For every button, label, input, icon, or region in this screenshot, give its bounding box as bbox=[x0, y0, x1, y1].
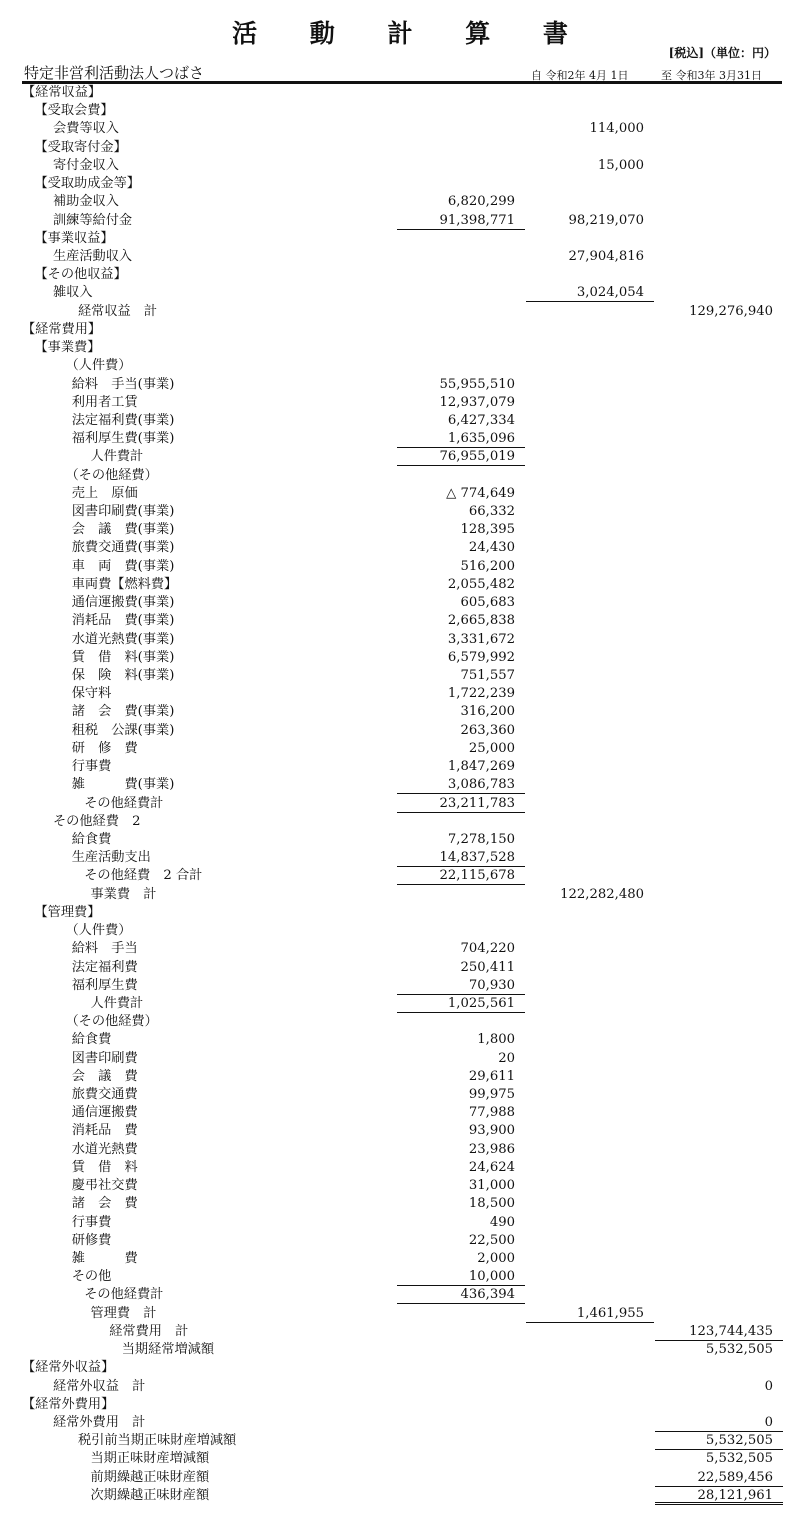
row-label: その他経費計 bbox=[84, 1287, 164, 1303]
statement-row bbox=[0, 1414, 800, 1432]
row-label: 税引前当期正味財産増減額 bbox=[78, 1433, 237, 1449]
statement-row bbox=[0, 904, 800, 922]
row-label: 雑 費(事業) bbox=[71, 777, 175, 793]
amount-c2: 3,024,054 bbox=[526, 284, 654, 302]
statement-row bbox=[0, 1159, 800, 1177]
organization-name: 特定非営利活動法人つばさ bbox=[24, 64, 205, 82]
amount-c1: △ 774,649 bbox=[446, 485, 515, 501]
statement-row bbox=[0, 467, 800, 485]
amount-c1: 66,332 bbox=[468, 504, 515, 520]
amount-c1: 1,722,239 bbox=[447, 686, 515, 702]
row-label: 賃 借 料(事業) bbox=[71, 649, 175, 665]
row-label: 経常外収益 計 bbox=[53, 1378, 146, 1394]
statement-row bbox=[0, 539, 800, 557]
amount-c1: 1,635,096 bbox=[397, 430, 525, 448]
amount-c1: 29,611 bbox=[468, 1068, 515, 1084]
amount-c1: 91,398,771 bbox=[397, 212, 525, 230]
amount-c2: 98,219,070 bbox=[568, 212, 644, 228]
row-label: （人件費） bbox=[65, 923, 132, 939]
statement-row bbox=[0, 813, 800, 831]
amount-c1: 23,986 bbox=[468, 1141, 515, 1157]
row-label: 経常費用 計 bbox=[109, 1323, 189, 1339]
statement-row bbox=[0, 922, 800, 940]
statement-row bbox=[0, 1177, 800, 1195]
amount-c2: 27,904,816 bbox=[568, 248, 644, 264]
amount-c1: 1,025,561 bbox=[397, 995, 525, 1013]
amount-c1: 605,683 bbox=[460, 595, 515, 611]
row-label: その他経費 2 bbox=[53, 813, 141, 829]
row-label: 行事費 bbox=[71, 1214, 112, 1230]
statement-row bbox=[0, 576, 800, 594]
statement-row bbox=[0, 1013, 800, 1031]
row-label: 売上 原価 bbox=[71, 485, 138, 501]
row-label: 研修費 bbox=[71, 1232, 112, 1248]
row-label: 雑収入 bbox=[53, 285, 93, 301]
amount-c3: 5,532,505 bbox=[655, 1432, 783, 1450]
amount-c1: 436,394 bbox=[397, 1286, 525, 1304]
statement-row bbox=[0, 1031, 800, 1049]
statement-row bbox=[0, 685, 800, 703]
row-label: 給食費 bbox=[71, 831, 112, 847]
row-label: 通信運搬費(事業) bbox=[71, 595, 175, 611]
amount-c2: 1,461,955 bbox=[526, 1305, 654, 1323]
statement-row bbox=[0, 394, 800, 412]
statement-row bbox=[0, 357, 800, 375]
amount-c1: 20 bbox=[498, 1050, 515, 1066]
amount-c3: 129,276,940 bbox=[689, 303, 773, 319]
statement-row bbox=[0, 977, 800, 995]
row-label: 会 議 費(事業) bbox=[71, 522, 175, 538]
amount-c1: 516,200 bbox=[460, 558, 515, 574]
row-label: 諸 会 費(事業) bbox=[71, 704, 175, 720]
amount-c2: 114,000 bbox=[589, 121, 644, 137]
row-label: 旅費交通費(事業) bbox=[71, 540, 175, 556]
document-title: 活 動 計 算 書 bbox=[232, 19, 590, 48]
statement-row bbox=[0, 1378, 800, 1396]
amount-c1: 250,411 bbox=[460, 959, 515, 975]
amount-c1: 76,955,019 bbox=[397, 448, 525, 466]
amount-c3: 22,589,456 bbox=[655, 1469, 783, 1487]
amount-c1: 99,975 bbox=[468, 1087, 515, 1103]
statement-row bbox=[0, 1122, 800, 1140]
row-label: 保 険 料(事業) bbox=[71, 668, 175, 683]
amount-c1: 1,847,269 bbox=[447, 759, 515, 775]
amount-c1: 25,000 bbox=[468, 740, 515, 756]
row-label: 給料 手当(事業) bbox=[71, 376, 175, 392]
statement-row bbox=[0, 248, 800, 266]
row-label: 【受取助成金等】 bbox=[34, 176, 140, 192]
row-label: 図書印刷費 bbox=[71, 1050, 138, 1066]
row-label: 会費等収入 bbox=[53, 121, 119, 137]
amount-c1: 704,220 bbox=[460, 941, 515, 957]
amount-c1: 12,937,079 bbox=[439, 394, 515, 410]
statement-row bbox=[0, 1268, 800, 1286]
row-label: 寄付金収入 bbox=[53, 157, 119, 173]
statement-row bbox=[0, 284, 800, 302]
row-label: その他経費計 bbox=[84, 795, 164, 811]
row-label: （人件費） bbox=[65, 358, 132, 374]
row-label: 水道光熱費(事業) bbox=[71, 631, 175, 647]
row-label: 車 両 費(事業) bbox=[71, 558, 175, 574]
row-label: 法定福利費 bbox=[71, 959, 138, 975]
row-label: 当期正味財産増減額 bbox=[90, 1451, 210, 1467]
row-label: 通信運搬費 bbox=[71, 1105, 138, 1121]
amount-c3: 28,121,961 bbox=[655, 1487, 783, 1505]
row-label: 行事費 bbox=[71, 759, 112, 775]
row-label: （その他経費） bbox=[65, 1014, 158, 1030]
amount-c1: 77,988 bbox=[468, 1105, 515, 1121]
row-label: その他 bbox=[71, 1269, 112, 1285]
row-label: 賃 借 料 bbox=[71, 1159, 138, 1175]
amount-c1: 7,278,150 bbox=[447, 831, 515, 847]
amount-c1: 10,000 bbox=[397, 1268, 525, 1286]
row-label: 【その他収益】 bbox=[34, 267, 127, 283]
statement-row bbox=[0, 649, 800, 667]
row-label: 人件費計 bbox=[90, 449, 144, 465]
statement-row bbox=[0, 1232, 800, 1250]
amount-c1: 14,837,528 bbox=[397, 849, 525, 867]
statement-row bbox=[0, 503, 800, 521]
amount-c1: 18,500 bbox=[468, 1196, 515, 1212]
statement-row bbox=[0, 521, 800, 539]
statement-row bbox=[0, 339, 800, 357]
row-label: 慶弔社交費 bbox=[71, 1178, 138, 1194]
amount-c1: 31,000 bbox=[468, 1178, 515, 1194]
amount-c3: 0 bbox=[764, 1378, 773, 1394]
statement-row bbox=[0, 1396, 800, 1414]
row-label: 【事業収益】 bbox=[34, 230, 114, 246]
statement-row bbox=[0, 376, 800, 394]
amount-c1: 93,900 bbox=[468, 1123, 515, 1139]
row-label: 雑 費 bbox=[71, 1251, 138, 1266]
row-label: 法定福利費(事業) bbox=[71, 412, 175, 428]
amount-c1: 55,955,510 bbox=[439, 376, 515, 392]
statement-row bbox=[0, 959, 800, 977]
statement-row bbox=[0, 1469, 800, 1487]
amount-c1: 751,557 bbox=[460, 668, 515, 683]
amount-c1: 263,360 bbox=[460, 722, 515, 738]
amount-c3: 0 bbox=[655, 1414, 783, 1432]
statement-row bbox=[0, 867, 800, 885]
statement-row bbox=[0, 1305, 800, 1323]
amount-c1: 2,055,482 bbox=[447, 576, 515, 592]
row-label: 給食費 bbox=[71, 1032, 112, 1048]
statement-row bbox=[0, 1068, 800, 1086]
amount-c1: 6,820,299 bbox=[447, 194, 515, 210]
row-label: その他経費 2 合計 bbox=[84, 868, 203, 884]
statement-row bbox=[0, 303, 800, 321]
row-label: 人件費計 bbox=[90, 995, 144, 1011]
row-label: 経常外費用 計 bbox=[53, 1414, 146, 1430]
amount-c1: 70,930 bbox=[397, 977, 525, 995]
row-label: 【経常外収益】 bbox=[22, 1360, 115, 1376]
statement-row bbox=[0, 667, 800, 685]
statement-row bbox=[0, 120, 800, 138]
row-label: 消耗品 費 bbox=[71, 1123, 138, 1139]
row-label: 会 議 費 bbox=[71, 1068, 138, 1084]
row-label: 車両費【燃料費】 bbox=[71, 576, 178, 592]
row-label: 【経常費用】 bbox=[22, 321, 102, 337]
statement-row bbox=[0, 139, 800, 157]
row-label: 前期繰越正味財産額 bbox=[90, 1469, 210, 1485]
row-label: 諸 会 費 bbox=[71, 1196, 138, 1212]
statement-row bbox=[0, 157, 800, 175]
row-label: 事業費 計 bbox=[90, 886, 157, 902]
statement-row bbox=[0, 594, 800, 612]
amount-c3: 5,532,505 bbox=[705, 1342, 773, 1358]
period-to: 至 令和3年 3月31日 bbox=[661, 69, 762, 82]
statement-row bbox=[0, 995, 800, 1013]
statement-row bbox=[0, 1432, 800, 1450]
row-label: 租税 公課(事業) bbox=[71, 722, 175, 738]
statement-rows bbox=[0, 84, 800, 1505]
row-label: 研 修 費 bbox=[71, 740, 138, 756]
statement-row bbox=[0, 795, 800, 813]
row-label: 旅費交通費 bbox=[71, 1087, 138, 1103]
row-label: 水道光熱費 bbox=[71, 1141, 138, 1157]
row-label: 図書印刷費(事業) bbox=[71, 504, 175, 520]
statement-row bbox=[0, 193, 800, 211]
row-label: 【事業費】 bbox=[34, 340, 101, 356]
statement-row bbox=[0, 940, 800, 958]
row-label: 管理費 計 bbox=[90, 1305, 157, 1321]
unit-label: [税込]（単位：円） bbox=[668, 46, 776, 60]
row-label: 保守料 bbox=[71, 686, 112, 702]
statement-row bbox=[0, 758, 800, 776]
statement-row bbox=[0, 430, 800, 448]
amount-c1: 2,665,838 bbox=[447, 613, 515, 629]
statement-row bbox=[0, 740, 800, 758]
statement-row bbox=[0, 230, 800, 248]
amount-c1: 2,000 bbox=[477, 1251, 515, 1266]
row-label: 生産活動支出 bbox=[71, 850, 151, 866]
statement-row bbox=[0, 722, 800, 740]
statement-row bbox=[0, 612, 800, 630]
row-label: 【経常収益】 bbox=[22, 85, 102, 100]
row-label: 福利厚生費 bbox=[71, 977, 138, 993]
row-label: 生産活動収入 bbox=[53, 248, 133, 264]
amount-c1: 23,211,783 bbox=[397, 795, 525, 813]
row-label: （その他経費） bbox=[65, 467, 158, 483]
statement-row bbox=[0, 1286, 800, 1304]
statement-row bbox=[0, 831, 800, 849]
statement-row bbox=[0, 1214, 800, 1232]
statement-row bbox=[0, 321, 800, 339]
statement-row bbox=[0, 849, 800, 867]
row-label: 当期経常増減額 bbox=[121, 1342, 215, 1358]
statement-row bbox=[0, 1250, 800, 1268]
statement-row bbox=[0, 84, 800, 102]
statement-row bbox=[0, 266, 800, 284]
amount-c3: 5,532,505 bbox=[705, 1451, 773, 1467]
row-label: 消耗品 費(事業) bbox=[71, 613, 175, 629]
row-label: 福利厚生費(事業) bbox=[71, 431, 175, 447]
amount-c1: 3,331,672 bbox=[447, 631, 515, 647]
amount-c2: 122,282,480 bbox=[560, 886, 644, 902]
statement-row bbox=[0, 886, 800, 904]
amount-c1: 490 bbox=[489, 1214, 515, 1230]
row-label: 補助金収入 bbox=[53, 194, 119, 210]
amount-c1: 1,800 bbox=[477, 1032, 515, 1048]
statement-row bbox=[0, 485, 800, 503]
statement-row bbox=[0, 1323, 800, 1341]
row-label: 【受取寄付金】 bbox=[34, 139, 127, 155]
row-label: 給料 手当 bbox=[71, 941, 138, 957]
period-from: 自 令和2年 4月 1日 bbox=[531, 69, 629, 82]
row-label: 次期繰越正味財産額 bbox=[90, 1487, 210, 1503]
row-label: 【受取会費】 bbox=[34, 103, 114, 119]
statement-row bbox=[0, 1141, 800, 1159]
row-label: 利用者工賃 bbox=[71, 394, 138, 410]
statement-row bbox=[0, 212, 800, 230]
amount-c1: 24,430 bbox=[468, 540, 515, 556]
statement-row bbox=[0, 558, 800, 576]
statement-row bbox=[0, 776, 800, 794]
amount-c1: 128,395 bbox=[460, 522, 515, 538]
statement-row bbox=[0, 175, 800, 193]
statement-row bbox=[0, 631, 800, 649]
amount-c1: 3,086,783 bbox=[397, 776, 525, 794]
amount-c1: 22,115,678 bbox=[397, 867, 525, 885]
statement-row bbox=[0, 102, 800, 120]
statement-row bbox=[0, 1341, 800, 1359]
statement-row bbox=[0, 1104, 800, 1122]
row-label: 【経常外費用】 bbox=[22, 1396, 115, 1412]
amount-c1: 6,427,334 bbox=[447, 412, 515, 428]
row-label: 【管理費】 bbox=[34, 904, 101, 920]
statement-row bbox=[0, 1359, 800, 1377]
statement-row bbox=[0, 703, 800, 721]
statement-row bbox=[0, 1195, 800, 1213]
statement-row bbox=[0, 1450, 800, 1468]
statement-row bbox=[0, 448, 800, 466]
amount-c1: 22,500 bbox=[468, 1232, 515, 1248]
row-label: 訓練等給付金 bbox=[53, 212, 133, 228]
amount-c1: 6,579,992 bbox=[447, 649, 515, 665]
statement-row bbox=[0, 412, 800, 430]
amount-c3: 123,744,435 bbox=[655, 1323, 783, 1341]
amount-c1: 24,624 bbox=[468, 1159, 515, 1175]
row-label: 経常収益 計 bbox=[78, 303, 158, 319]
statement-row bbox=[0, 1050, 800, 1068]
statement-row bbox=[0, 1086, 800, 1104]
amount-c1: 316,200 bbox=[460, 704, 515, 720]
statement-row bbox=[0, 1487, 800, 1505]
amount-c2: 15,000 bbox=[597, 157, 644, 173]
